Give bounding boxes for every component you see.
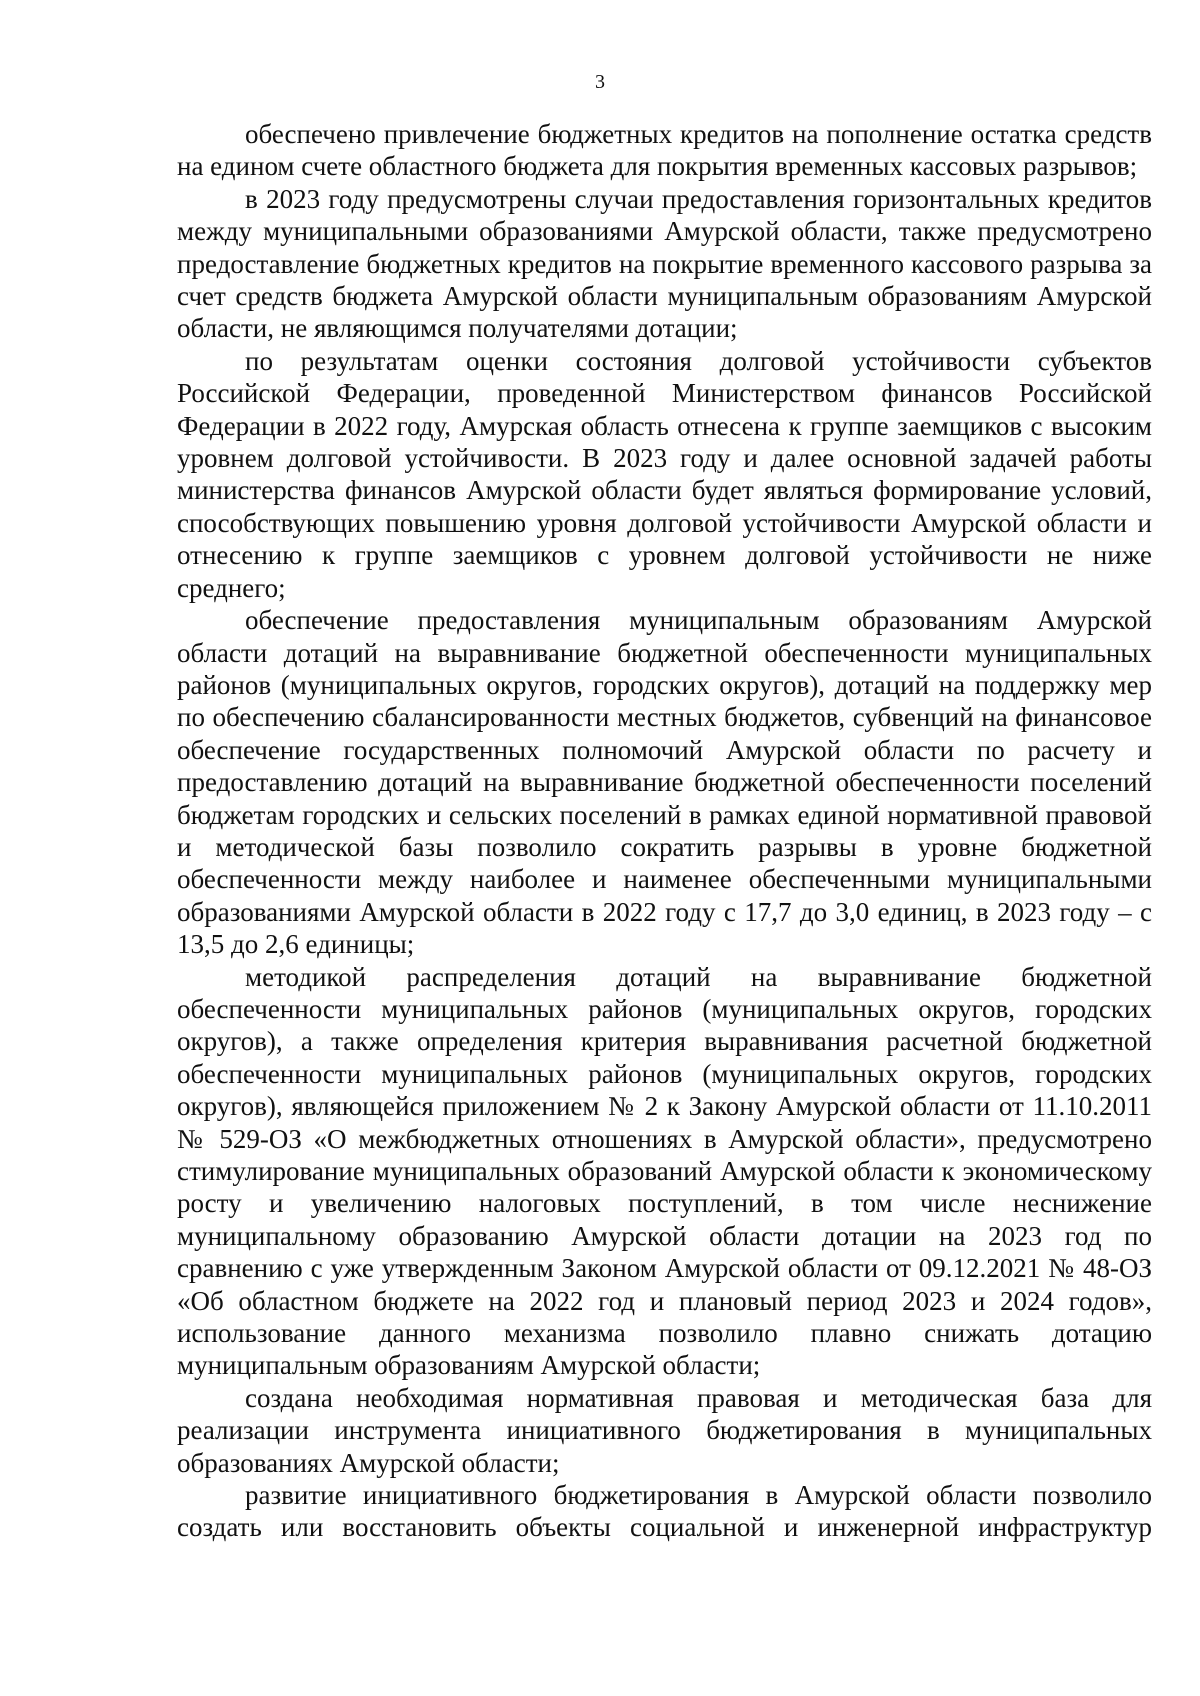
paragraph-debt-sustainability: по результатам оценки состояния долговой устойчивости субъектов Российской Федерации, проведенной Министерством финансов Российской Федерации в 2022 году, Амурская область отнесена к группе заемщиков с высоким уровнем долговой устойчивости. В 2023 году и далее основной задачей работы министерства финансов Амурской области будет являться формирование условий, способствующих повышению уровня долговой устойчивости Амурской области и отнесению к группе заемщиков с уровнем долговой устойчивости не ниже среднего; <box>177 345 1152 603</box>
page-number: 3 <box>595 71 605 93</box>
paragraph-horizontal-credits: в 2023 году предусмотрены случаи предоставления горизонтальных кредитов между муниципальными образованиями Амурской области, также предусмотрено предоставление бюджетных кредитов на покрытие временного кассового разрыва за счет средств бюджета Амурской области муниципальным образованиям Амурской области, не являющимся получателями дотации; <box>177 183 1152 344</box>
paragraph-budget-credits: обеспечено привлечение бюджетных кредитов на пополнение остатка средств на едином счете областного бюджета для покрытия временных кассовых разрывов; <box>177 119 1152 182</box>
document-body <box>177 118 1152 1544</box>
paragraph-subsidies-equalization: обеспечение предоставления муниципальным образованиям Амурской области дотаций на выравнивание бюджетной обеспеченности муниципальных районов (муниципальных округов, городских округов), дотаций на поддержку мер по обеспечению сбалансированности местных бюджетов, субвенций на финансовое обеспечение государственных полномочий Амурской области по расчету и предоставлению дотаций на выравнивание бюджетной обеспеченности поселений бюджетам городских и сельских поселений в рамках единой нормативной правовой и методической базы позволило сократить разрывы в уровне бюджетной обеспеченности между наиболее и наименее обеспеченными муниципальными образованиями Амурской области в 2022 году с 17,7 до 3,0 единиц, в 2023 году – с 13,5 до 2,6 единицы; <box>177 605 1152 960</box>
paragraph-initiative-base: создана необходимая нормативная правовая и методическая база для реализации инструмента инициативного бюджетирования в муниципальных образованиях Амурской области; <box>177 1382 1152 1478</box>
paragraph-distribution-method: методикой распределения дотаций на выравнивание бюджетной обеспеченности муниципальных районов (муниципальных округов, городских округов), а также определения критерия выравнивания расчетной бюджетной обеспеченности муниципальных районов (муниципальных округов, городских округов), являющейся приложением № 2 к Закону Амурской области от 11.10.2011 № 529-ОЗ «О межбюджетных отношениях в Амурской области», предусмотрено стимулирование муниципальных образований Амурской области к экономическому росту и увеличению налоговых поступлений, в том числе неснижение муниципальному образованию Амурской области дотации на 2023 год по сравнению с уже утвержденным Законом Амурской области от 09.12.2021 № 48-ОЗ «Об областном бюджете на 2022 год и плановый период 2023 и 2024 годов», использование данного механизма позволило плавно снижать дотацию муниципальным образованиям Амурской области; <box>177 961 1152 1381</box>
paragraph-initiative-development: развитие инициативного бюджетирования в Амурской области позволило создать или восстановить объекты социальной и инженерной инфраструктур <box>177 1480 1152 1543</box>
